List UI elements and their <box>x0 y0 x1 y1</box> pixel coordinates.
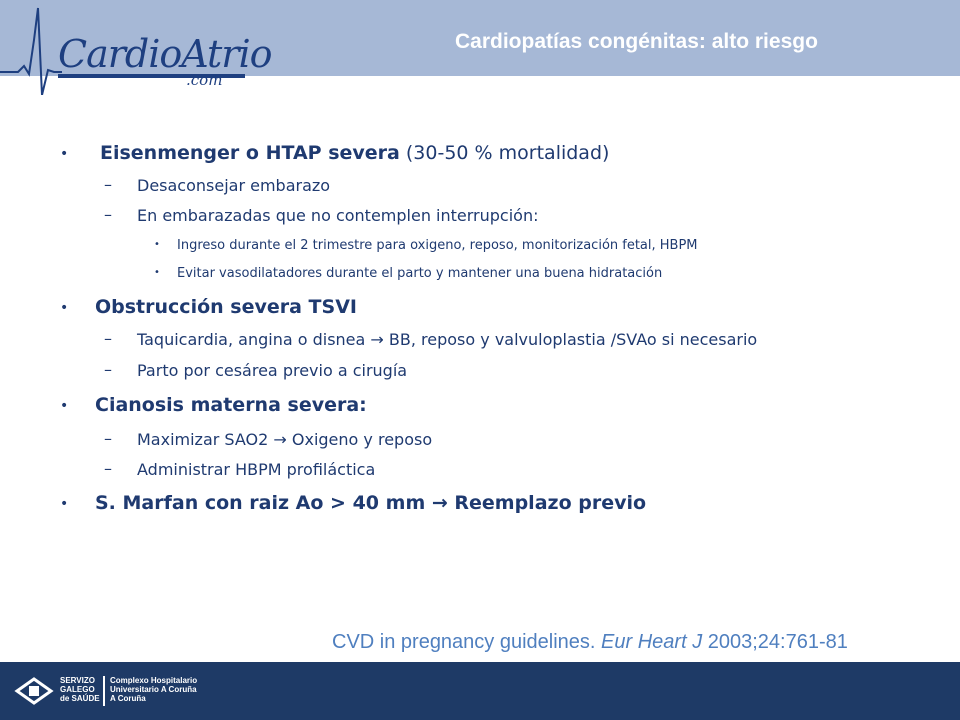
bullet-icon: • <box>154 239 160 250</box>
list-item: Obstrucción severa TSVI <box>95 296 357 318</box>
slide-title: Cardiopatías congénitas: alto riesgo <box>455 30 818 53</box>
hospital-name: Complexo Hospitalario Universitario A Coruña A Coruña <box>110 676 198 703</box>
list-item: S. Marfan con raiz Ao > 40 mm → Reemplazo previo <box>95 492 647 514</box>
dash-icon: – <box>104 205 112 224</box>
list-item: En embarazadas que no contemplen interrupción: <box>137 206 539 225</box>
list-item: Desaconsejar embarazo <box>137 176 331 195</box>
logo <box>0 0 272 95</box>
list-item: Taquicardia, angina o disnea → BB, reposo y valvuloplastia /SVAo si necesario <box>137 330 758 349</box>
dash-icon: – <box>104 459 112 478</box>
list-item: Administrar HBPM profiláctica <box>137 460 376 479</box>
sergas-emblem-icon <box>14 676 54 706</box>
reference-citation: CVD in pregnancy guidelines. Eur Heart J 2003;24:761-81 <box>332 631 848 653</box>
list-item: Evitar vasodilatadores durante el parto y mantener una buena hidratación <box>177 266 663 281</box>
dash-icon: – <box>104 175 112 194</box>
dash-icon: – <box>104 329 112 348</box>
list-item: Parto por cesárea previo a cirugía <box>137 361 408 380</box>
bullet-icon: • <box>60 398 69 414</box>
list-item: Cianosis materna severa: <box>95 394 367 416</box>
logo-name: CardioAtrio <box>58 32 272 76</box>
footer-divider <box>103 676 105 706</box>
list-item: Ingreso durante el 2 trimestre para oxigeno, reposo, monitorización fetal, HBPM <box>177 238 698 253</box>
bullet-icon: • <box>154 267 160 278</box>
list-item: Maximizar SAO2 → Oxigeno y reposo <box>137 430 433 449</box>
logo-suffix: .com <box>186 71 223 89</box>
bullet-icon: • <box>60 496 69 512</box>
bullet-icon: • <box>60 300 69 316</box>
dash-icon: – <box>104 429 112 448</box>
bullet-icon: • <box>60 146 69 162</box>
list-item: Eisenmenger o HTAP severa (30-50 % mortalidad) <box>100 142 610 164</box>
org-name: SERVIZO GALEGO de SAÚDE <box>60 676 100 703</box>
dash-icon: – <box>104 360 112 379</box>
